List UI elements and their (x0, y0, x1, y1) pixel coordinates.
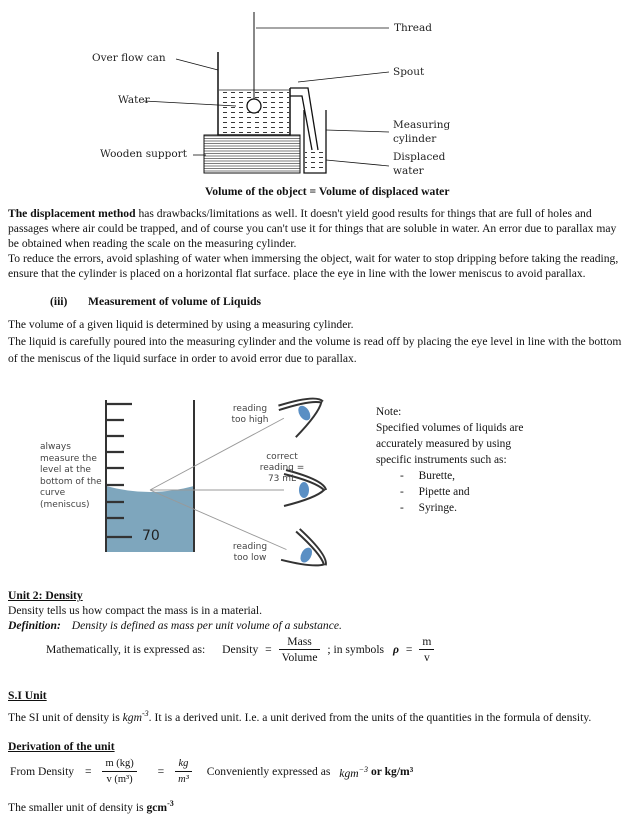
kg-over-m3: $\frac{m (kg)}{\text{v (m³)}}$ (102, 756, 136, 787)
label-thread: Thread (394, 22, 432, 34)
unit2-heading: Unit 2: Density (8, 589, 83, 602)
rho-symbol: ρ (392, 643, 399, 656)
displacement-text-1: has drawbacks/limitations as well. It doesn't yield good results for things that are full of holes and passages where air could be trapped, and of course you can't use it for things that are soluble in water. An error due to parallax may be obtained when reading the scale on the measuring cylinder. (8, 207, 617, 250)
density-word: Density (222, 643, 259, 656)
note-box (376, 404, 546, 468)
label-wooden-support: Wooden support (100, 148, 187, 160)
math-lead: Mathematically, it is expressed as: (46, 643, 206, 656)
wooden-support-block (204, 135, 300, 173)
definition-label: Definition: (8, 619, 61, 632)
label-overflow-can: Over flow can (92, 52, 166, 64)
eye-low (281, 528, 335, 578)
derivation-formula: From Density = $\frac{m (kg)}{\text{v (m³)}}$ = $\frac{kg}{\text{m³}}$ Conveniently expressed as kgm$^{-3}$ or kg/m³ (10, 758, 414, 785)
label-always-measure: always measure the level at the bottom of the curve (meniscus) (40, 442, 102, 510)
in-symbols: ; in symbols (327, 643, 385, 656)
section-iii-title: Measurement of volume of Liquids (88, 295, 262, 308)
label-reading-high: reading too high (231, 404, 269, 425)
unit2-intro: Density tells us how compact the mass is in a material. (8, 604, 263, 617)
note-text: Specified volumes of liquids are accurately measured by using specific instruments such as: (376, 422, 524, 466)
smaller-unit-line: The smaller unit of density is gcm$^{-3}$ (8, 799, 174, 814)
figure1-caption: Volume of the object = Volume of displaced water (205, 185, 450, 198)
note-item-2: - Pipette and (400, 486, 470, 498)
note-item-1: - Burette, (400, 470, 456, 482)
density-formula: Mathematically, it is expressed as: Density = $\frac{\text{Mass}}{\text{Volume}}$ ; in symbols ρ = $\frac{m}{v}$ (46, 634, 434, 665)
scale-value-70: 70 (142, 528, 160, 544)
si-unit-text: The SI unit of density is kgm$^{-3}$. It is a derived unit. I.e. a unit derived from the units of the quantities in the formula of density. (8, 709, 592, 724)
note-item-3: - Syringe. (400, 502, 457, 514)
displacement-lead: The displacement method (8, 207, 136, 220)
displacement-paragraph (8, 206, 628, 281)
label-correct-reading: correct reading = 73 mL (259, 452, 305, 484)
displaced-water (305, 148, 325, 172)
note-title: Note: (376, 406, 402, 418)
si-unit-symbol: kgm$^{-3}$ (122, 709, 149, 724)
eye-high (277, 384, 332, 437)
label-displaced-water: Displaced water (393, 151, 446, 177)
label-measuring-cylinder: Measuring cylinder (393, 119, 451, 145)
si-unit-heading: S.I Unit (8, 689, 47, 702)
section-iii-number: (iii) (50, 295, 68, 308)
kg-over-m3-italic: $\frac{kg}{\text{m³}}$ (175, 756, 192, 787)
definition-text: Density is defined as mass per unit volume of a substance. (71, 619, 342, 632)
label-water: Water (118, 94, 150, 106)
m-over-v: $\frac{m}{v}$ (419, 634, 434, 665)
derivation-heading: Derivation of the unit (8, 740, 115, 753)
submerged-object (247, 99, 261, 113)
liquid-volume-text-2: The liquid is carefully poured into the measuring cylinder and the volume is read off by placing the eye level in line with the bottom of the meniscus of the liquid surface in order to avoid error due to parallax. (8, 335, 622, 365)
label-spout: Spout (393, 66, 425, 78)
definition-line (8, 618, 342, 633)
liquid-volume-paragraph (8, 316, 628, 367)
label-reading-low: reading too low (232, 542, 268, 563)
liquid-volume-text-1: The volume of a given liquid is determined by using a measuring cylinder. (8, 318, 354, 331)
mass-over-volume: $\frac{\text{Mass}}{\text{Volume}}$ (279, 634, 321, 665)
displacement-text-2: To reduce the errors, avoid splashing of water when immersing the object, wait for water to stop dripping before taking the reading, ensure that the cylinder is placed on a horizontal flat surface. place the eye in line with the lower meniscus to avoid parallax. (8, 252, 619, 280)
